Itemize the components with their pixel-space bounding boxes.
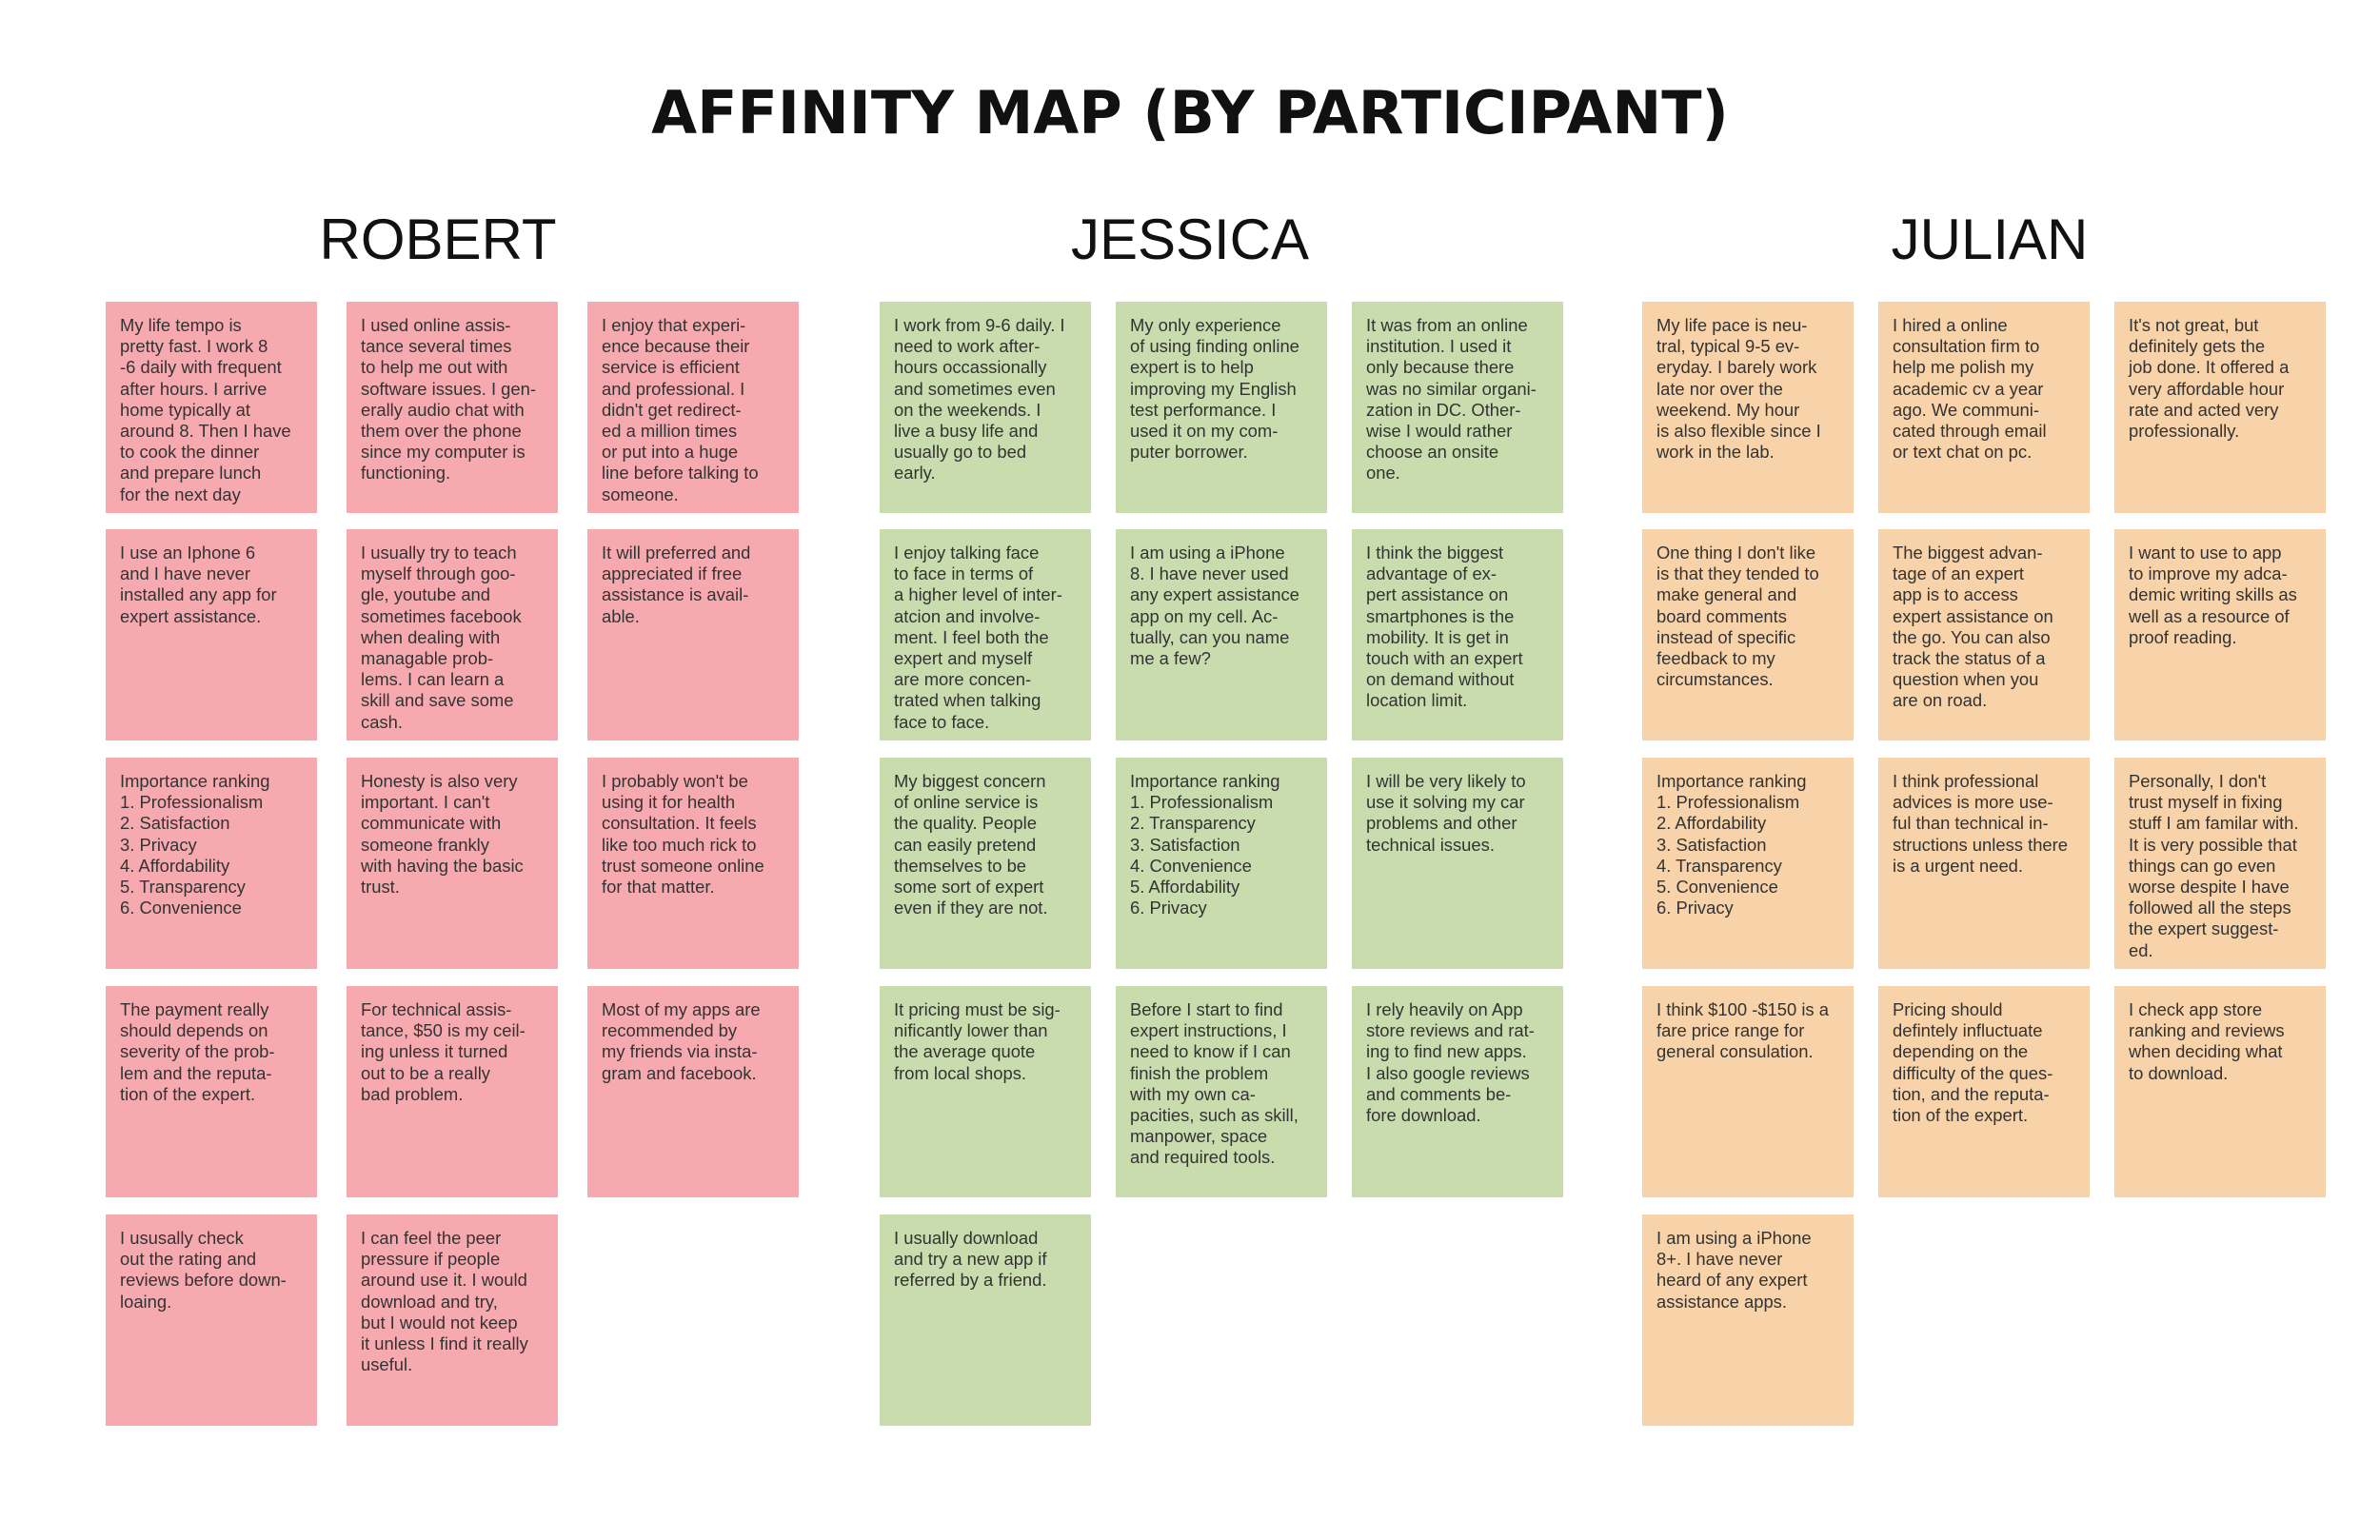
- sticky-note: Before I start to find expert instructions, I need to know if I can finish the problem with my own ca- pacities, such as skill, manpower, space and required tools.: [1116, 986, 1327, 1197]
- sticky-note: Honesty is also very important. I can't communicate with someone frankly with having the basic trust.: [347, 758, 558, 969]
- sticky-note: Importance ranking 1. Professionalism 2. Satisfaction 3. Privacy 4. Affordability 5. Transparency 6. Convenience: [106, 758, 317, 969]
- sticky-note: My biggest concern of online service is the quality. People can easily pretend themselves to be some sort of expert even if they are not.: [880, 758, 1091, 969]
- sticky-note: I can feel the peer pressure if people around use it. I would download and try, but I would not keep it unless I find it really useful.: [347, 1214, 558, 1426]
- sticky-note: I ususally check out the rating and reviews before down- loaing.: [106, 1214, 317, 1426]
- sticky-note: I usually try to teach myself through goo- gle, youtube and sometimes facebook when dealing with managable prob- lems. I can learn a skill and save some cash.: [347, 529, 558, 740]
- page-title: AFFINITY MAP (BY PARTICIPANT): [651, 78, 1729, 148]
- sticky-note: I want to use to app to improve my adca- demic writing skills as well as a resource of proof reading.: [2114, 529, 2326, 740]
- sticky-note: One thing I don't like is that they tended to make general and board comments instead of specific feedback to my circumstances.: [1642, 529, 1854, 740]
- sticky-note: I enjoy talking face to face in terms of a higher level of inter- atcion and involve- ment. I feel both the expert and myself are more concen- trated when talking face to face.: [880, 529, 1091, 740]
- sticky-note: I hired a online consultation firm to help me polish my academic cv a year ago. We communi- cated through email or text chat on pc.: [1878, 302, 2090, 513]
- sticky-note: I usually download and try a new app if referred by a friend.: [880, 1214, 1091, 1426]
- sticky-note: I think the biggest advantage of ex- pert assistance on smartphones is the mobility. It is get in touch with an expert on demand without location limit.: [1352, 529, 1563, 740]
- sticky-note: It was from an online institution. I used it only because there was no similar organi- zation in DC. Other- wise I would rather choose an onsite one.: [1352, 302, 1563, 513]
- sticky-note: Importance ranking 1. Professionalism 2. Affordability 3. Satisfaction 4. Transparency 5. Convenience 6. Privacy: [1642, 758, 1854, 969]
- sticky-note: I use an Iphone 6 and I have never installed any app for expert assistance.: [106, 529, 317, 740]
- participant-name-jessica: JESSICA: [1070, 207, 1310, 271]
- sticky-note: Pricing should defintely influctuate depending on the difficulty of the ques- tion, and the reputa- tion of the expert.: [1878, 986, 2090, 1197]
- sticky-note: I am using a iPhone 8+. I have never heard of any expert assistance apps.: [1642, 1214, 1854, 1426]
- sticky-note: I think $100 -$150 is a fare price range for general consulation.: [1642, 986, 1854, 1197]
- sticky-note: I will be very likely to use it solving my car problems and other technical issues.: [1352, 758, 1563, 969]
- sticky-note: It pricing must be sig- nificantly lower than the average quote from local shops.: [880, 986, 1091, 1197]
- participant-name-julian: JULIAN: [1891, 207, 2089, 271]
- sticky-note: My life tempo is pretty fast. I work 8 -6 daily with frequent after hours. I arrive home typically at around 8. Then I have to cook the dinner and prepare lunch for the next day: [106, 302, 317, 513]
- sticky-note: The biggest advan- tage of an expert app is to access expert assistance on the go. You can also track the status of a question when you are on road.: [1878, 529, 2090, 740]
- sticky-note: The payment really should depends on severity of the prob- lem and the reputa- tion of the expert.: [106, 986, 317, 1197]
- sticky-note: I rely heavily on App store reviews and rat- ing to find new apps. I also google reviews and comments be- fore download.: [1352, 986, 1563, 1197]
- sticky-note: My only experience of using finding online expert is to help improving my English test performance. I used it on my com- puter borrower.: [1116, 302, 1327, 513]
- sticky-note: I enjoy that experi- ence because their service is efficient and professional. I didn't get redirect- ed a million times or put into a huge line before talking to someone.: [587, 302, 799, 513]
- sticky-note: Personally, I don't trust myself in fixing stuff I am familar with. It is very possible that things can go even worse despite I have followed all the steps the expert suggest- ed.: [2114, 758, 2326, 969]
- sticky-note: For technical assis- tance, $50 is my ceil- ing unless it turned out to be a really bad problem.: [347, 986, 558, 1197]
- sticky-note: I am using a iPhone 8. I have never used any expert assistance app on my cell. Ac- tually, can you name me a few?: [1116, 529, 1327, 740]
- sticky-note: Most of my apps are recommended by my friends via insta- gram and facebook.: [587, 986, 799, 1197]
- sticky-note: I work from 9-6 daily. I need to work after- hours occassionally and sometimes even on the weekends. I live a busy life and usually go to bed early.: [880, 302, 1091, 513]
- sticky-note: It's not great, but definitely gets the job done. It offered a very affordable hour rate and acted very professionally.: [2114, 302, 2326, 513]
- participant-name-robert: ROBERT: [319, 207, 557, 271]
- sticky-note: Importance ranking 1. Professionalism 2. Transparency 3. Satisfaction 4. Convenience 5. Affordability 6. Privacy: [1116, 758, 1327, 969]
- sticky-note: I think professional advices is more use- ful than technical in- structions unless there is a urgent need.: [1878, 758, 2090, 969]
- sticky-note: I probably won't be using it for health consultation. It feels like too much rick to trust someone online for that matter.: [587, 758, 799, 969]
- sticky-note: I used online assis- tance several times to help me out with software issues. I gen- erally audio chat with them over the phone since my computer is functioning.: [347, 302, 558, 513]
- sticky-note: My life pace is neu- tral, typical 9-5 ev- eryday. I barely work late nor over the weekend. My hour is also flexible since I work in the lab.: [1642, 302, 1854, 513]
- sticky-note: I check app store ranking and reviews when deciding what to download.: [2114, 986, 2326, 1197]
- sticky-note: It will preferred and appreciated if free assistance is avail- able.: [587, 529, 799, 740]
